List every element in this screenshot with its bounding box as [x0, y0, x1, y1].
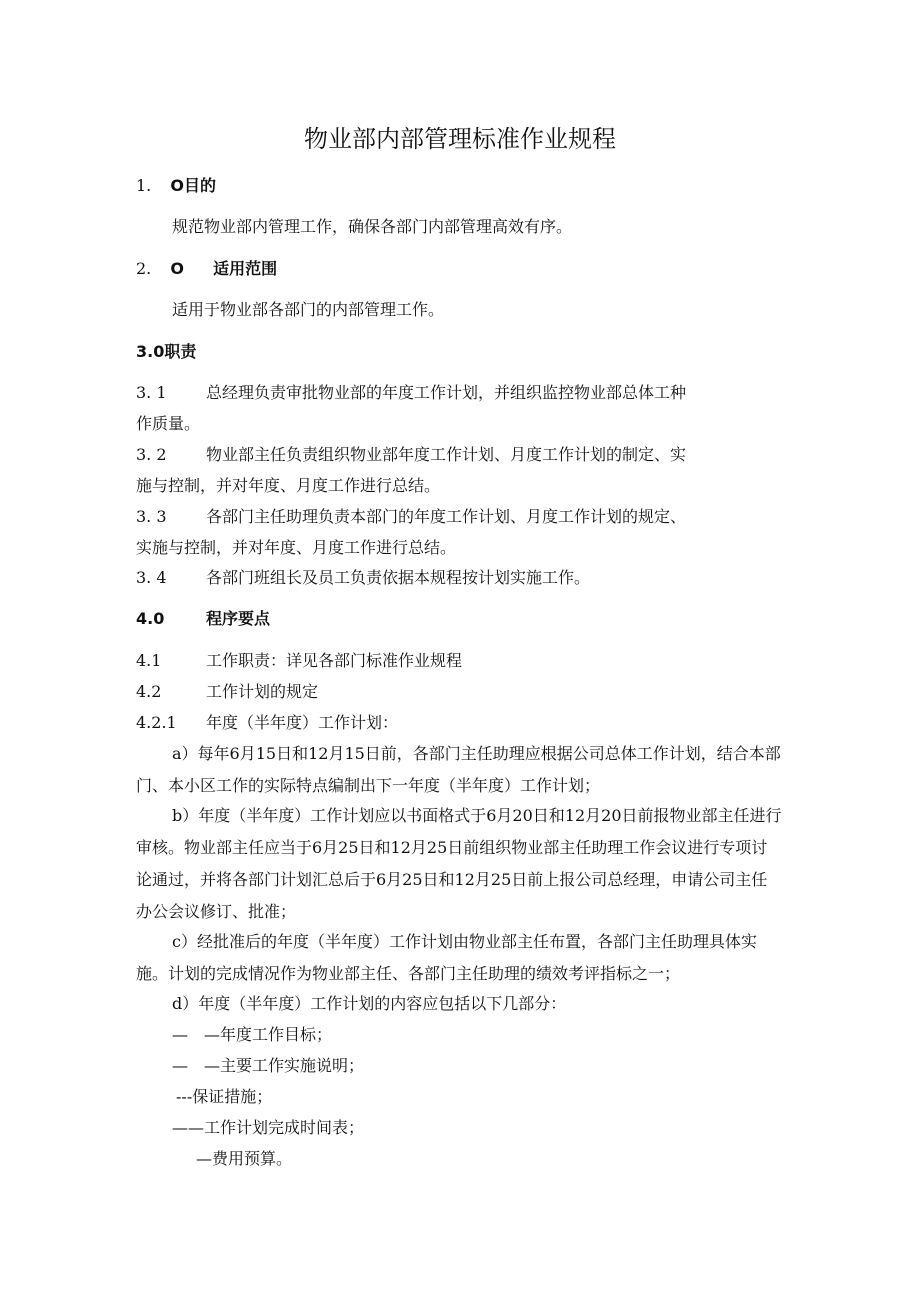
paragraph-c: c）经批准后的年度（半年度）工作计划由物业部主任布置，各部门主任助理具体实施。计划的完成情况作为物业部主任、各部门主任助理的绩效考评指标之一；	[136, 932, 757, 983]
section-1-title: O目的	[170, 176, 216, 195]
item-3-1-text: 总经理负责审批物业部的年度工作计划，并组织监控物业部总体工种	[206, 383, 687, 402]
item-3-1-cont: 作质量。	[136, 414, 201, 433]
item-3-1-number: 3. 1	[136, 383, 167, 402]
item-3-2-number: 3. 2	[136, 445, 167, 464]
item-4-2-number: 4.2	[136, 682, 162, 701]
section-1-body: 规范物业部内管理工作，确保各部门内部管理高效有序。	[172, 217, 573, 236]
section-4-title: 程序要点	[206, 609, 271, 628]
section-1-heading	[136, 175, 216, 197]
section-2-title: 适用范围	[213, 259, 278, 278]
item-4-2-1	[136, 712, 399, 734]
section-1-number: 1.	[136, 176, 152, 195]
item-3-4-text: 各部门班组长及员工负责依据本规程按计划实施工作。	[206, 568, 591, 587]
item-4-1	[136, 650, 463, 672]
item-3-1	[136, 382, 687, 404]
list-item-schedule: ——工作计划完成时间表；	[172, 1118, 365, 1137]
list-item-guarantee: ---保证措施；	[176, 1087, 273, 1106]
section-4-number: 4.0	[136, 609, 165, 628]
section-4-heading	[136, 608, 271, 630]
item-3-4-number: 3. 4	[136, 568, 167, 587]
item-4-2	[136, 681, 319, 703]
item-3-4	[136, 567, 591, 589]
item-3-3-cont: 实施与控制，并对年度、月度工作进行总结。	[136, 538, 457, 557]
section-3-heading: 3.0职责	[136, 342, 197, 361]
document-title: 物业部内部管理标准作业规程	[304, 125, 616, 153]
item-3-3	[136, 506, 687, 528]
item-3-2	[136, 444, 687, 466]
paragraph-b: b）年度（半年度）工作计划应以书面格式于6月20日和12月20日前报物业部主任进行审核。物业部主任应当于6月25日和12月25日前组织物业部主任助理工作会议进行专项讨论通过，并将各部门计划汇总后于6月25日和12月25日前上报公司总经理，申请公司主任办公会议修订、批准；	[136, 806, 782, 921]
item-3-2-text: 物业部主任负责组织物业部年度工作计划、月度工作计划的制定、实	[206, 445, 687, 464]
item-4-1-text: 工作职责：详见各部门标准作业规程	[206, 651, 463, 670]
paragraph-a: a）每年6月15日和12月15日前，各部门主任助理应根据公司总体工作计划，结合本部门、本小区工作的实际特点编制出下一年度（半年度）工作计划；	[136, 744, 781, 795]
item-4-2-text: 工作计划的规定	[206, 682, 319, 701]
list-item-annual-goal: — —年度工作目标；	[172, 1025, 333, 1044]
list-item-implementation: — —主要工作实施说明；	[172, 1056, 365, 1075]
section-2-number: 2.	[136, 259, 152, 278]
item-3-2-cont: 施与控制，并对年度、月度工作进行总结。	[136, 476, 441, 495]
item-4-1-number: 4.1	[136, 651, 162, 670]
section-2-body: 适用于物业部各部门的内部管理工作。	[172, 300, 445, 319]
item-4-2-1-text: 年度（半年度）工作计划：	[206, 713, 399, 732]
section-2-o: O	[170, 259, 184, 278]
item-4-2-1-number: 4.2.1	[136, 713, 177, 732]
section-2-heading	[136, 258, 277, 280]
list-item-budget: —费用预算。	[196, 1149, 293, 1168]
item-3-3-text: 各部门主任助理负责本部门的年度工作计划、月度工作计划的规定、	[206, 507, 687, 526]
item-3-3-number: 3. 3	[136, 507, 167, 526]
paragraph-d: d）年度（半年度）工作计划的内容应包括以下几部分：	[172, 994, 567, 1013]
